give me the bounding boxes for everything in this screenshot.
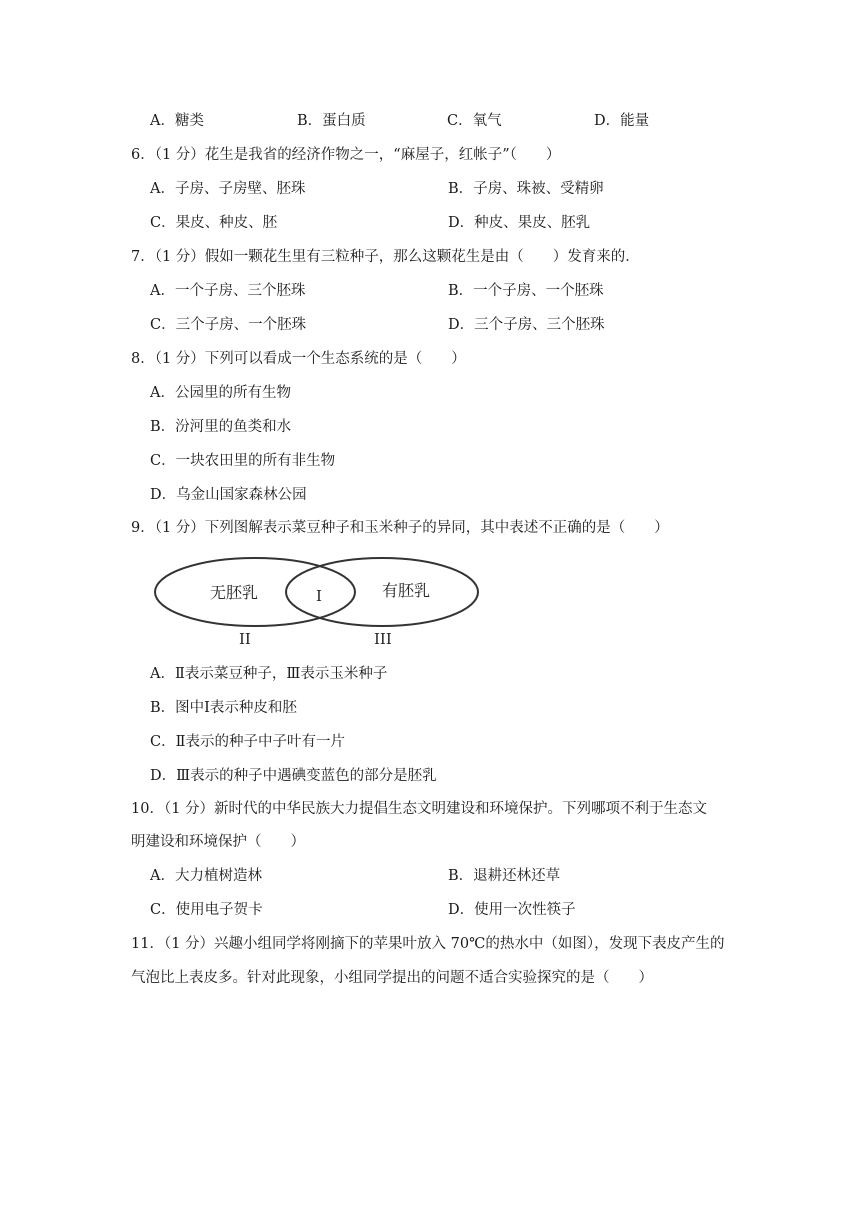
venn-left-roman: II (239, 630, 251, 648)
q7-stem: 7．（1 分）假如一颗花生里有三粒种子，那么这颗花生是由（ ）发育来的． (131, 249, 640, 265)
q7-option-d: D．三个子房、三个胚珠 (448, 317, 605, 333)
q10-option-c: C．使用电子贺卡 (150, 902, 263, 918)
q6-stem: 6．（1 分）花生是我省的经济作物之一，“麻屋子，红帐子”（ ） (131, 147, 561, 163)
q6-option-a: A．子房、子房壁、胚珠 (150, 181, 306, 197)
q6-option-c: C．果皮、种皮、胚 (150, 215, 278, 231)
q10-option-d: D．使用一次性筷子 (448, 902, 576, 918)
q10-option-b: B．退耕还林还草 (448, 868, 561, 884)
q7-option-a: A．一个子房、三个胚珠 (150, 283, 306, 299)
venn-diagram (150, 552, 490, 652)
q10-stem-line1: 10．（1 分）新时代的中华民族大力提倡生态文明建设和环境保护。下列哪项不利于生态文 (131, 801, 708, 817)
q8-stem: 8．（1 分）下列可以看成一个生态系统的是（ ） (131, 351, 466, 367)
q5-option-a: A．糖类 (150, 113, 204, 129)
q9-stem: 9．（1 分）下列图解表示菜豆种子和玉米种子的异同，其中表述不正确的是（ ） (131, 520, 669, 536)
q8-option-b: B．汾河里的鱼类和水 (150, 419, 292, 435)
venn-right-label: 有胚乳 (382, 581, 431, 600)
q8-option-a: A．公园里的所有生物 (150, 385, 291, 401)
q5-option-c: C．氧气 (447, 113, 502, 129)
q11-stem-line1: 11．（1 分）兴趣小组同学将刚摘下的苹果叶放入 70℃的热水中（如图），发现下表皮产生的 (131, 936, 725, 952)
q5-option-b: B．蛋白质 (297, 113, 366, 129)
q8-option-d: D．乌金山国家森林公园 (150, 487, 307, 503)
q9-option-d: D．Ⅲ表示的种子中遇碘变蓝色的部分是胚乳 (150, 768, 437, 784)
venn-center-label: I (316, 587, 322, 605)
q9-option-c: C．Ⅱ表示的种子中子叶有一片 (150, 734, 345, 750)
venn-right-roman: III (374, 630, 392, 648)
q9-option-a: A．Ⅱ表示菜豆种子，Ⅲ表示玉米种子 (150, 666, 388, 682)
q10-option-a: A．大力植树造林 (150, 868, 262, 884)
q5-option-d: D．能量 (594, 113, 650, 129)
q10-stem-line2: 明建设和环境保护（ ） (131, 834, 305, 850)
q8-option-c: C．一块农田里的所有非生物 (150, 453, 336, 469)
venn-left-label: 无胚乳 (210, 583, 259, 602)
q6-option-d: D．种皮、果皮、胚乳 (448, 215, 591, 231)
q9-option-b: B．图中Ⅰ表示种皮和胚 (150, 700, 297, 716)
q11-stem-line2: 气泡比上表皮多。针对此现象，小组同学提出的问题不适合实验探究的是（ ） (131, 970, 653, 986)
q7-option-c: C．三个子房、一个胚珠 (150, 317, 307, 333)
q6-option-b: B．子房、珠被、受精卵 (448, 181, 604, 197)
q7-option-b: B．一个子房、一个胚珠 (448, 283, 604, 299)
